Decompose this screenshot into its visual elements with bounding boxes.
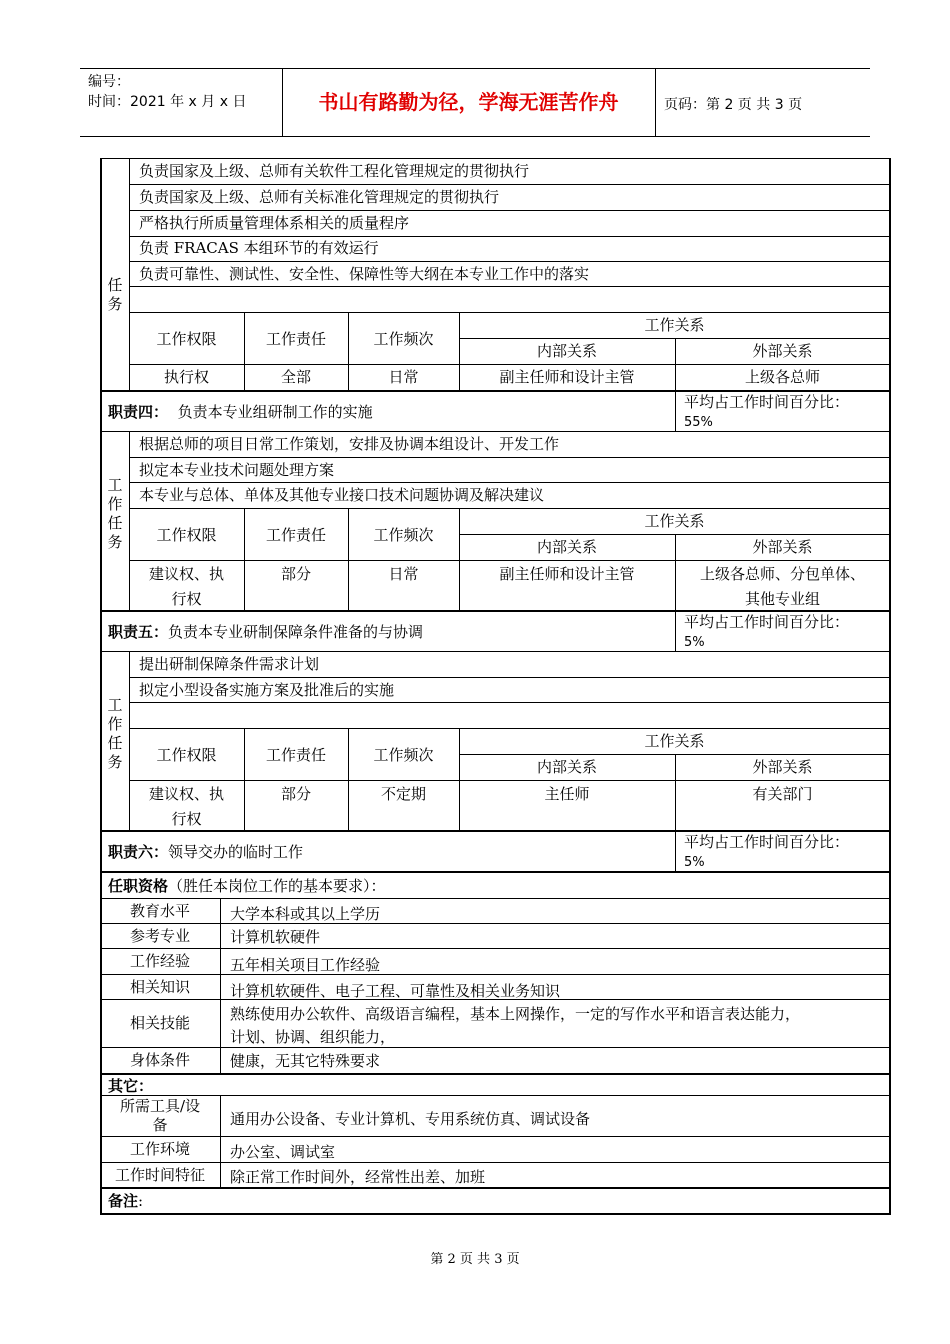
col-head-frequency: 工作频次 [373, 746, 434, 764]
duty-4-row [108, 403, 373, 421]
cell-external: 其他专业组 [744, 590, 820, 608]
cell-responsibility: 部分 [280, 565, 311, 583]
col-head-internal: 内部关系 [536, 538, 597, 556]
duty-label: 职责六： [108, 843, 169, 861]
cell-authority: 执行权 [163, 368, 209, 386]
cell-authority: 行权 [171, 810, 202, 828]
cell-external: 上级各总师 [744, 368, 820, 386]
col-head-frequency: 工作频次 [373, 526, 434, 544]
cell-external: 有关部门 [752, 785, 813, 803]
other-label: 所需工具/设 [119, 1097, 201, 1115]
qual-label: 教育水平 [129, 902, 190, 920]
cell-authority: 建议权、执 [148, 785, 224, 803]
duty-label: 职责五： [108, 623, 169, 641]
task-item: 负责可靠性、测试性、安全性、保障性等大纲在本专业工作中的落实 [139, 265, 590, 283]
col-head-authority: 工作权限 [156, 526, 217, 544]
col-head-relations: 工作关系 [644, 512, 705, 530]
qual-value: 五年相关项目工作经验 [230, 956, 381, 974]
side-divider [129, 158, 130, 390]
doc-time-label: 时间：2021 年 x 月 x 日 [88, 94, 247, 110]
qual-value: 大学本科或其以上学历 [230, 905, 381, 923]
pct-value: 55% [684, 415, 713, 430]
header-top-rule [80, 68, 870, 69]
task-item: 根据总师的项目日常工作策划，安排及协调本组设计、开发工作 [139, 435, 560, 453]
col-head-responsibility: 工作责任 [265, 330, 326, 348]
duty-text: 领导交办的临时工作 [168, 843, 304, 861]
other-label: 工作时间特征 [114, 1166, 205, 1184]
cell-responsibility: 全部 [280, 368, 311, 386]
task-item: 拟定本专业技术问题处理方案 [139, 461, 335, 479]
qual-label: 身体条件 [129, 1051, 190, 1069]
duty-5-row [108, 623, 423, 641]
duty-text: 负责本专业研制保障条件准备的与协调 [168, 623, 424, 641]
other-value: 办公室、调试室 [230, 1143, 336, 1161]
col-head-authority: 工作权限 [156, 330, 217, 348]
remarks-row: 备注: [108, 1192, 144, 1210]
header-motto: 书山有路勤为径，学海无涯苦作舟 [318, 90, 619, 114]
other-label: 工作环境 [129, 1140, 190, 1158]
col-head-relations: 工作关系 [644, 316, 705, 334]
col-head-authority: 工作权限 [156, 746, 217, 764]
header-left [88, 72, 246, 112]
cell-frequency: 不定期 [380, 785, 426, 803]
table-border-top [100, 158, 890, 159]
task-item: 负责国家及上级、总师有关软件工程化管理规定的贯彻执行 [139, 162, 530, 180]
qual-value: 计划、协调、组织能力， [230, 1028, 396, 1046]
other-value: 通用办公设备、专业计算机、专用系统仿真、调试设备 [230, 1110, 591, 1128]
cell-external: 上级各总师、分包单体、 [699, 565, 865, 583]
header-divider [655, 68, 656, 136]
task-item: 负责 FRACAS 本组环节的有效运行 [139, 239, 379, 257]
cell-frequency: 日常 [388, 368, 419, 386]
duty-6-row [108, 843, 303, 861]
header-bottom-rule [80, 136, 870, 137]
qual-value: 计算机软硬件 [230, 928, 321, 946]
qual-value: 健康，无其它特殊要求 [230, 1052, 381, 1070]
col-head-external: 外部关系 [752, 342, 813, 360]
pct-value: 5% [684, 855, 705, 870]
cell-authority: 建议权、执 [148, 565, 224, 583]
page-footer: 第 2 页 共 3 页 [430, 1252, 520, 1267]
qual-value: 熟练使用办公软件、高级语言编程，基本上网操作，一定的写作水平和语言表达能力， [230, 1005, 801, 1023]
header-page-number: 页码：第 2 页 共 3 页 [664, 97, 803, 113]
qual-label: 相关技能 [129, 1014, 190, 1032]
col-head-responsibility: 工作责任 [265, 526, 326, 544]
section-side-label: 工作任务 [107, 476, 123, 551]
duty-text: 负责本专业组研制工作的实施 [177, 403, 373, 421]
section-side-label: 工作任务 [107, 696, 123, 771]
col-head-internal: 内部关系 [536, 758, 597, 776]
task-item: 提出研制保障条件需求计划 [139, 655, 320, 673]
qual-label: 参考专业 [129, 927, 190, 945]
col-head-frequency: 工作频次 [373, 330, 434, 348]
qual-label: 工作经验 [129, 952, 190, 970]
doc-number-label: 编号： [88, 74, 130, 90]
task-item: 本专业与总体、单体及其他专业接口技术问题协调及解决建议 [139, 486, 545, 504]
col-head-internal: 内部关系 [536, 342, 597, 360]
col-head-external: 外部关系 [752, 758, 813, 776]
pct-label: 平均占工作时间百分比： [684, 613, 850, 631]
cell-internal: 主任师 [544, 785, 590, 803]
other-title: 其它： [108, 1077, 154, 1095]
pct-label: 平均占工作时间百分比： [684, 393, 850, 411]
pct-value: 5% [684, 635, 705, 650]
qualifications-title: 任职资格（胜任本岗位工作的基本要求）： [108, 877, 386, 895]
task-item: 负责国家及上级、总师有关标准化管理规定的贯彻执行 [139, 188, 500, 206]
pct-label: 平均占工作时间百分比： [684, 833, 850, 851]
remarks-title: 备注 [108, 1192, 139, 1210]
cell-internal: 副主任师和设计主管 [499, 565, 635, 583]
col-head-responsibility: 工作责任 [265, 746, 326, 764]
task-item: 严格执行所质量管理体系相关的质量程序 [139, 214, 410, 232]
duty-label: 职责四： [108, 403, 169, 421]
table-border-bottom [100, 1213, 891, 1215]
cell-responsibility: 部分 [280, 785, 311, 803]
qual-label: 相关知识 [129, 978, 190, 996]
qual-value: 计算机软硬件、电子工程、可靠性及相关业务知识 [230, 982, 561, 1000]
cell-internal: 副主任师和设计主管 [499, 368, 635, 386]
section-side-label: 任务 [107, 276, 123, 313]
task-item: 拟定小型设备实施方案及批准后的实施 [139, 681, 395, 699]
col-head-relations: 工作关系 [644, 732, 705, 750]
other-label: 备 [152, 1116, 168, 1134]
cell-authority: 行权 [171, 590, 202, 608]
other-value: 除正常工作时间外，经常性出差、加班 [230, 1168, 486, 1186]
cell-frequency: 日常 [388, 565, 419, 583]
col-head-external: 外部关系 [752, 538, 813, 556]
